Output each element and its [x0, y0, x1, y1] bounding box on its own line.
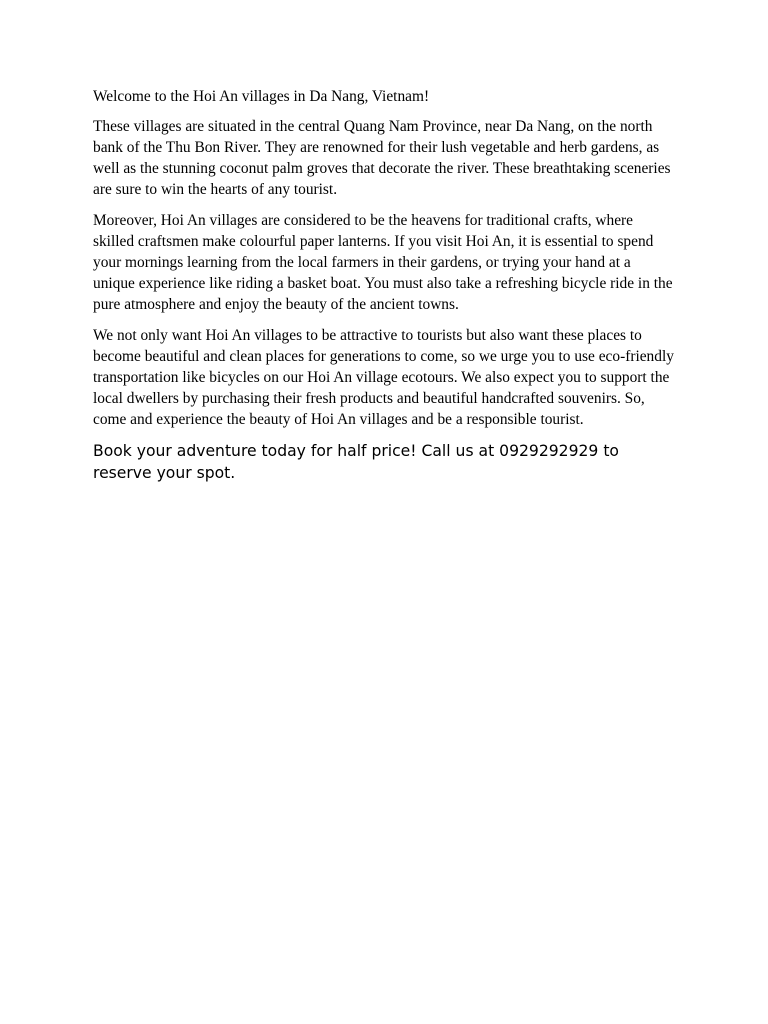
paragraph-responsible-tourism: We not only want Hoi An villages to be attractive to tourists but also want these places to become beautiful and clean places for generations to come, so we urge you to use eco-friendly transportation like bicycles on our Hoi An village ecotours. We also expect you to support the local dwellers by purchasing their fresh products and beautiful handcrafted souvenirs. So, come and experience the beauty of Hoi An villages and be a responsible tourist.: [93, 327, 674, 428]
document-body: [93, 86, 675, 484]
paragraph-crafts: Moreover, Hoi An villages are considered to be the heavens for traditional crafts, where skilled craftsmen make colourful paper lanterns. If you visit Hoi An, it is essential to spend your mornings learning from the local farmers in their gardens, or trying your hand at a unique experience like riding a basket boat. You must also take a refreshing bicycle ride in the pure atmosphere and enjoy the beauty of the ancient towns.: [93, 212, 673, 313]
greeting-line: Welcome to the Hoi An villages in Da Nang, Vietnam!: [93, 88, 430, 105]
call-to-action: Book your adventure today for half price! Call us at 0929292929 to reserve your spot.: [93, 442, 619, 482]
paragraph-location: These villages are situated in the central Quang Nam Province, near Da Nang, on the north bank of the Thu Bon River. They are renowned for their lush vegetable and herb gardens, as well as the stunning coconut palm groves that decorate the river. These breathtaking sceneries are sure to win the hearts of any tourist.: [93, 118, 671, 198]
